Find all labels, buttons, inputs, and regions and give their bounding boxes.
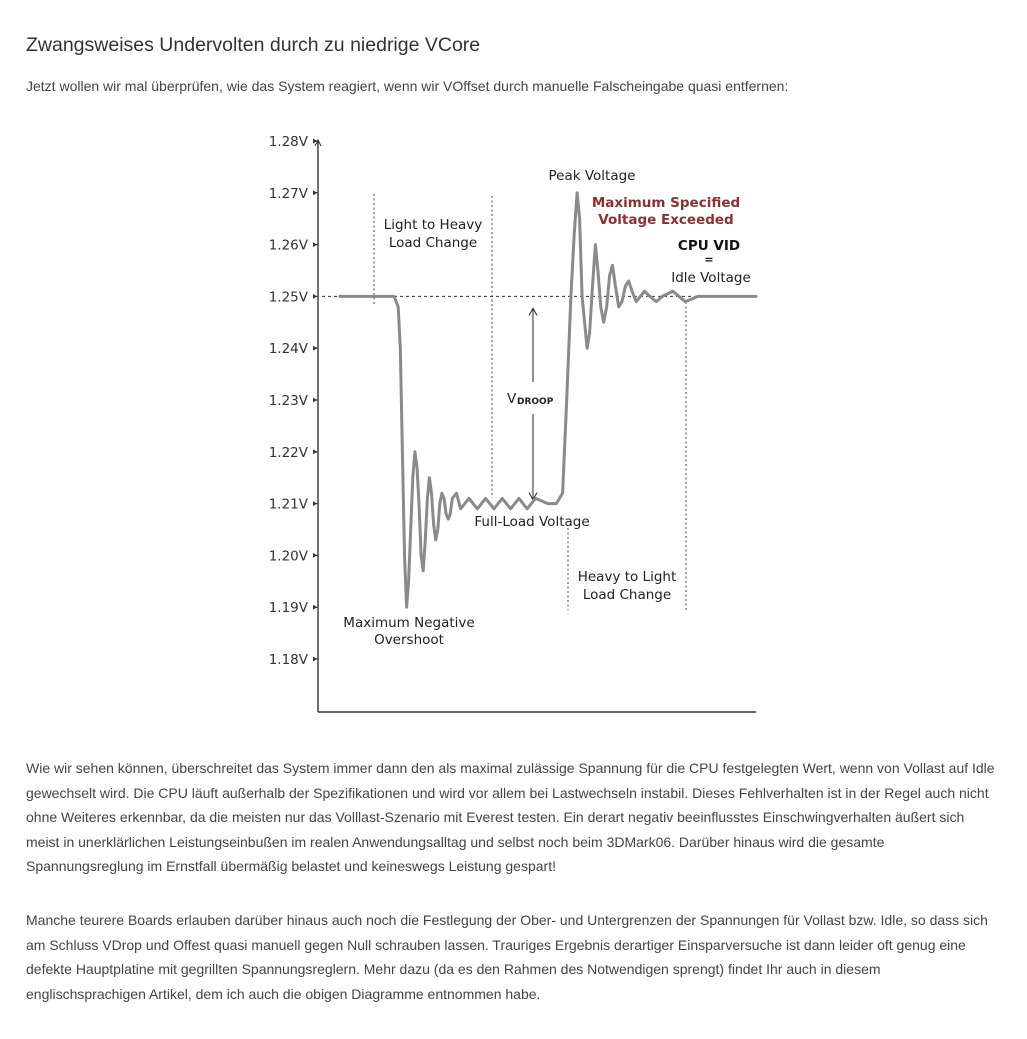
annotation-peak-voltage: Peak Voltage (548, 168, 636, 184)
y-tick-label: 1.28V (268, 134, 308, 150)
y-tick-label: 1.23V (268, 393, 308, 409)
y-tick-label: 1.26V (268, 237, 308, 254)
vdroop-chart (258, 126, 768, 726)
article (26, 30, 1001, 98)
y-tick-arrow (313, 501, 317, 506)
annotation-cpu-vid: CPU VID (677, 238, 741, 254)
annotation-idle-voltage: Idle Voltage (671, 270, 751, 286)
y-tick-label: 1.25V (268, 289, 308, 306)
y-tick-arrow (313, 449, 317, 454)
y-tick-arrow (313, 553, 317, 558)
y-tick-arrow (313, 242, 317, 247)
y-tick-label: 1.21V (268, 496, 308, 513)
annotation-vdroop: V (507, 391, 517, 407)
annotation-max-negative-overshoot: Overshoot (374, 632, 444, 648)
annotation-light-to-heavy: Load Change (388, 235, 478, 251)
annotation-vdroop-subscript: DROOP (517, 397, 554, 407)
vdroop-chart-figure (258, 126, 768, 726)
y-tick-label: 1.20V (268, 548, 308, 565)
annotation-cpu-vid-equals: = (704, 253, 714, 266)
paragraph-2: Manche teurere Boards erlauben darüber hinaus auch noch die Festlegung der Ober- und Untergrenzen der Spannungen für Vollast bzw. Idle, so dass sich am Schluss VDrop und Offest quasi manuell gegen Null schrauben lassen. Trauriges Ergebnis derartiger Einsparversuche ist dann leider oft genug eine defekte Hauptplatine mit gegrillten Spannungsreglern. Mehr dazu (da es den Rahmen des Notwendigen sprengt) findet Ihr auch in diesem englischsprachigen Artikel, dem ich auch die obigen Diagramme entnommen habe. (26, 912, 988, 1002)
article-intro: Jetzt wollen wir mal überprüfen, wie das System reagiert, wenn wir VOffset durch manuelle Falscheingabe quasi entfernen: (26, 78, 789, 94)
annotation-max-specified: Voltage Exceeded (598, 212, 734, 228)
y-tick-arrow (313, 346, 317, 351)
y-tick-label: 1.18V (268, 652, 308, 668)
annotation-max-specified: Maximum Specified (591, 195, 741, 211)
y-tick-label: 1.22V (268, 444, 308, 461)
annotation-light-to-heavy: Light to Heavy (383, 217, 483, 233)
y-tick-arrow (313, 398, 317, 403)
y-tick-arrow (313, 190, 317, 195)
y-tick-arrow (313, 605, 317, 610)
article-title: Zwangsweises Undervolten durch zu niedrige VCore (26, 34, 481, 56)
chart-y-ticks (269, 134, 318, 668)
annotation-max-negative-overshoot: Maximum Negative (343, 615, 475, 631)
paragraph-1: Wie wir sehen können, überschreitet das System immer dann den als maximal zulässige Spannung für die CPU festgelegten Wert, wenn von Vollast auf Idle gewechselt wird. Die CPU läuft außerhalb der Spezifikationen und wird vor allem bei Lastwechseln instabil. Dieses Fehlverhalten ist in der Regel auch nicht ohne Weiteres erkennbar, da die meisten nur das Volllast-Szenario mit Everest testen. Ein derart negativ beeinflusstes Einschwingverhalten äußert sich meist in unerklärlichen Leistungseinbußen im realen Anwendungsalltag und selbst noch beim 3DMark06. Darüber hinaus wird die gesamte Spannungsreglung im Ernstfall übermäßig belastet und keineswegs Leistung gespart! (26, 760, 995, 874)
annotation-heavy-to-light: Heavy to Light (577, 569, 677, 585)
y-tick-label: 1.19V (268, 600, 308, 617)
annotation-full-load-voltage: Full-Load Voltage (474, 514, 590, 530)
y-tick-label: 1.27V (268, 185, 308, 202)
y-tick-label: 1.24V (268, 341, 308, 358)
y-tick-arrow (313, 294, 317, 299)
annotation-heavy-to-light: Load Change (582, 587, 672, 603)
y-tick-arrow (313, 657, 317, 662)
